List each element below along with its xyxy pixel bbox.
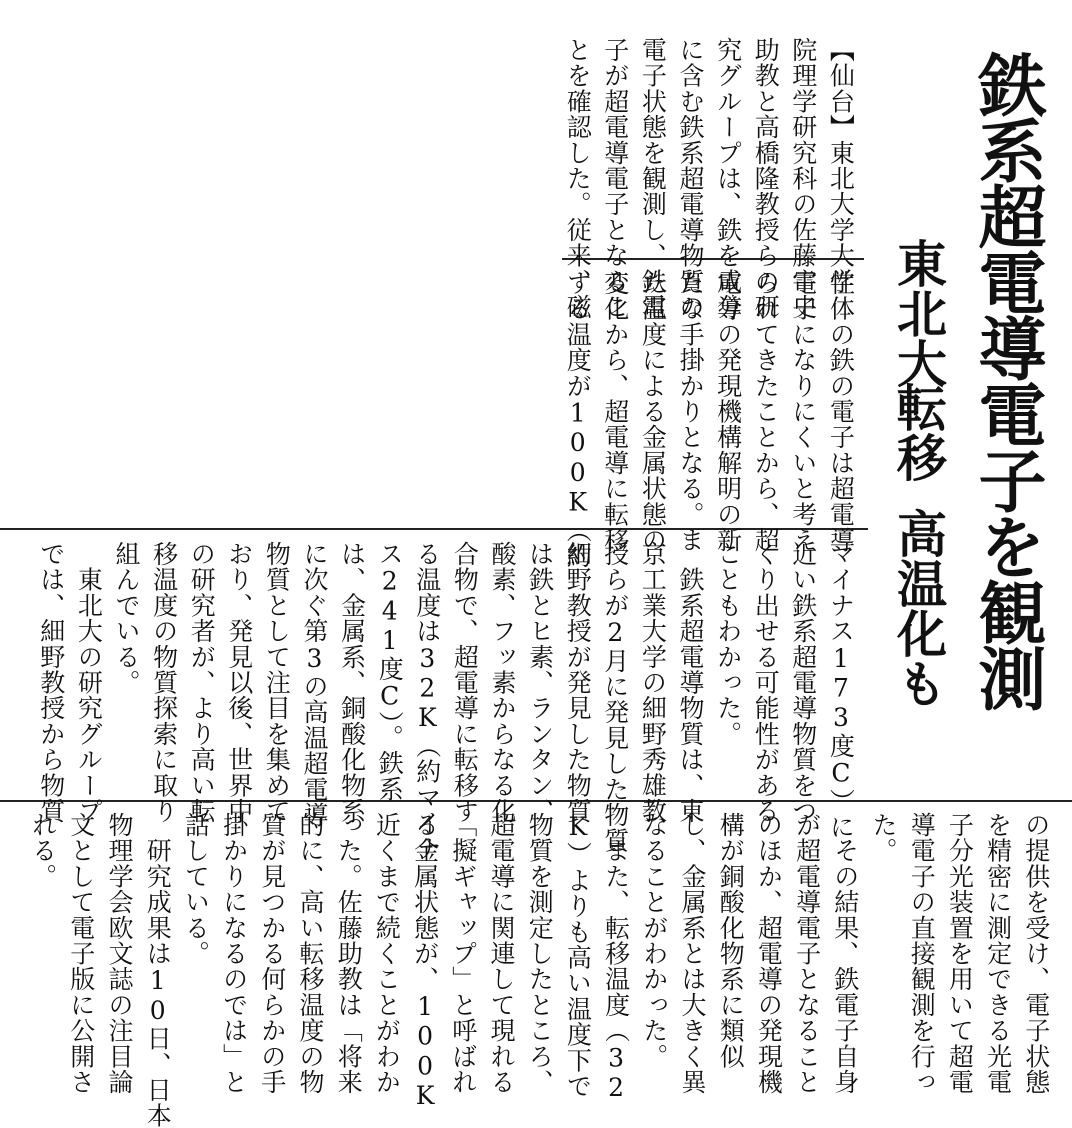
text-column: 物質として注目を集めて <box>262 541 292 824</box>
text-column: 質が見つかる何らかの手 <box>257 812 287 1095</box>
text-column: たな手掛かりとなる。ま <box>676 270 705 553</box>
text-column: ス241度C）。鉄系 <box>375 541 405 802</box>
text-column: は鉄とヒ素、ランタン、 <box>525 541 555 824</box>
text-column: た温度による金属状態の <box>638 270 668 553</box>
text-column: 【仙台】東北大学大学 <box>826 37 856 294</box>
text-column: また、転移温度（32 <box>601 812 631 1103</box>
text-column: られてきたことから、超 <box>751 270 781 553</box>
text-column: は、金属系、銅酸化物系 <box>337 541 367 824</box>
text-column: し、金属系とは大きく異 <box>678 812 707 1095</box>
text-column: マイナス173度C）に <box>826 541 856 840</box>
text-column: の研究者が、より高い転 <box>187 541 217 824</box>
text-column: 導電子の直接観測を行っ <box>907 812 937 1095</box>
headline: 鉄系超電導電子を観測 <box>967 50 1046 710</box>
text-column: おり、発見以後、世界中 <box>224 541 254 824</box>
text-column: 子が超電導電子となるこ <box>600 37 630 320</box>
text-column: に次ぐ第3の高温超電導 <box>300 541 329 828</box>
text-column: た。 <box>869 812 898 864</box>
text-column: が超電導電子となること <box>792 812 822 1095</box>
text-column: 電導の発現機構解明の新 <box>713 270 743 553</box>
text-column: れる。 <box>28 812 58 890</box>
text-column: のほか、超電導の発現機 <box>754 812 784 1095</box>
text-column: 性体の鉄の電子は超電導 <box>826 270 856 553</box>
text-column: の提供を受け、電子状態 <box>1021 812 1051 1095</box>
text-column: 助教と高橋隆教授らの研 <box>751 37 781 320</box>
subhead-transition: 転移 <box>889 382 947 482</box>
text-column: 子分光装置を用いて超電 <box>945 812 975 1095</box>
text-column: K）よりも高い温度下で <box>563 812 593 1099</box>
text-column: を精密に測定できる光電 <box>983 812 1013 1095</box>
text-column: 「擬ギャップ」と呼ばれ <box>448 812 478 1095</box>
text-column: に含む鉄系超電導物質の <box>676 37 705 320</box>
subhead-university: 東北大 <box>889 238 947 388</box>
text-column: する温度が100K（約 <box>563 270 593 569</box>
text-column: こともわかった。 <box>713 541 743 747</box>
subhead-high-temperature: 高温化も <box>889 508 947 708</box>
text-column: 物理学会欧文誌の注目論 <box>105 812 134 1095</box>
text-column: 組んでいる。 <box>112 541 141 696</box>
text-column: 合物で、超電導に転移す <box>450 541 480 824</box>
text-column: 研究成果は10日、日本 <box>143 812 173 1128</box>
text-column: る温度は32K（約マイナ <box>412 541 442 862</box>
text-column: 授らが2月に発見した物質 <box>600 541 630 854</box>
text-column: った。佐藤助教は「将来 <box>334 812 364 1095</box>
text-column: 掛かりになるのでは」と <box>219 812 249 1095</box>
text-column: 話している。 <box>181 812 211 967</box>
text-column: くり出せる可能性がある <box>751 541 781 824</box>
text-column: 細野教授が発見した物質 <box>563 541 593 824</box>
text-column: 近くまで続くことがわか <box>372 812 402 1095</box>
text-column: る金属状態が、100K <box>410 812 440 1111</box>
text-column: 究グループは、鉄を成分 <box>713 37 743 320</box>
text-column: 構が銅酸化物系に類似 <box>716 812 746 1069</box>
text-column: 鉄系超電導物質は、東 <box>676 541 705 824</box>
text-column: では、細野教授から物質 <box>36 541 66 824</box>
text-column: 東北大の研究グループ <box>74 541 104 824</box>
text-column: 電子状態を観測し、鉄電 <box>638 37 668 320</box>
text-column: 酸素、フッ素からなる化 <box>488 541 517 824</box>
text-column: なることがわかった。 <box>639 812 669 1069</box>
text-column: 物質を測定したところ、 <box>525 812 555 1095</box>
text-column: 超電導に関連して現れる <box>487 812 516 1095</box>
text-column: 京工業大学の細野秀雄教 <box>638 541 668 824</box>
text-column: 移温度の物質探索に取り <box>149 541 179 824</box>
text-column: その結果、鉄電子自身 <box>830 812 860 1095</box>
text-column: 文として電子版に公開さ <box>66 812 96 1095</box>
text-column: とを確認した。従来、磁 <box>563 37 593 320</box>
text-column: 近い鉄系超電導物質をつ <box>788 541 818 824</box>
text-column: 変化から、超電導に転移 <box>600 270 630 553</box>
text-column: 院理学研究科の佐藤宇史 <box>788 37 818 320</box>
text-column: 電子になりにくいと考え <box>788 270 818 553</box>
text-column: 的に、高い転移温度の物 <box>296 812 325 1095</box>
